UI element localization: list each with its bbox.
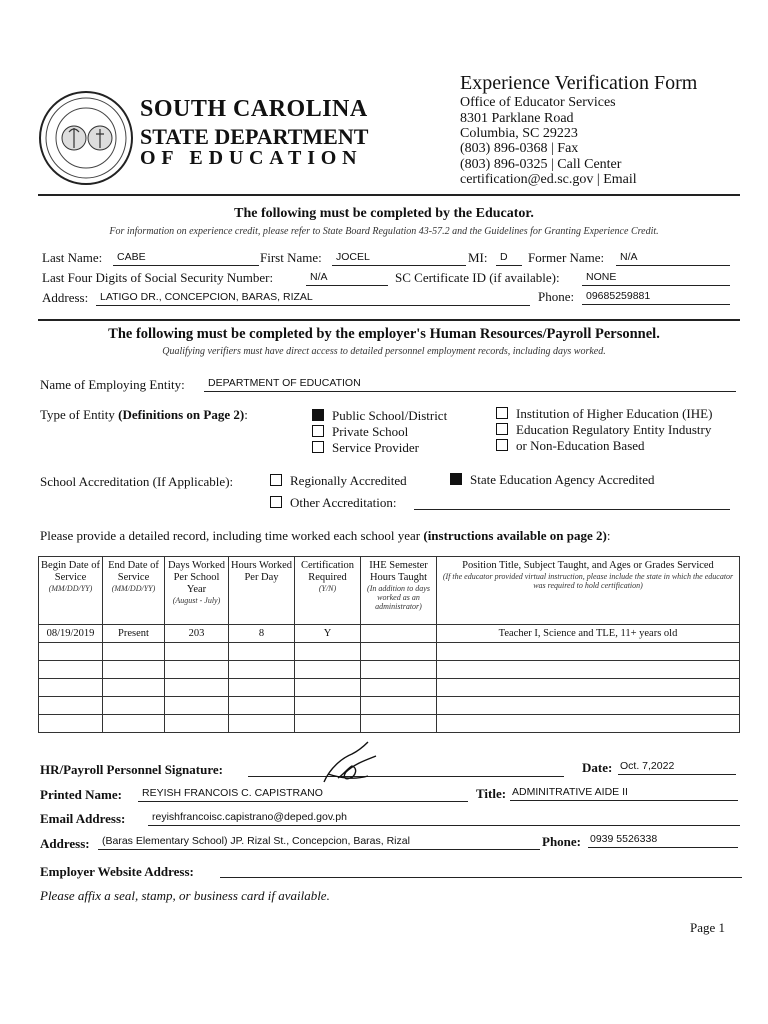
employer-heading: The following must be completed by the employer's Human Resources/Payroll Personnel. — [108, 326, 660, 342]
dept-name-line3: OF EDUCATION — [140, 147, 363, 169]
entity-type-checkbox[interactable] — [312, 441, 324, 453]
table-cell[interactable] — [361, 661, 437, 679]
divider — [38, 319, 740, 321]
column-header — [103, 557, 165, 625]
first-name-label: First Name: — [260, 250, 322, 265]
table-cell[interactable]: Teacher I, Science and TLE, 11+ years old — [437, 625, 740, 643]
table-cell[interactable] — [165, 697, 229, 715]
educator-address-label: Address: — [42, 290, 89, 305]
dept-name-line1: SOUTH CAROLINA — [140, 96, 368, 122]
table-cell[interactable] — [229, 697, 295, 715]
office-street: 8301 Parklane Road — [460, 111, 574, 126]
educator-phone-field[interactable]: 09685259881 — [582, 290, 730, 305]
regionally-accredited-label: Regionally Accredited — [290, 473, 407, 488]
column-header-note: (In addition to days worked as an administrator) — [367, 584, 430, 611]
table-cell[interactable] — [39, 643, 103, 661]
ssn-label: Last Four Digits of Social Security Number: — [42, 270, 274, 285]
table-row — [39, 715, 740, 733]
column-header — [361, 557, 437, 625]
table-cell[interactable] — [229, 679, 295, 697]
employer-phone-label: Phone: — [542, 834, 581, 849]
entity-type-option[interactable] — [496, 438, 712, 454]
entity-type-options-right — [496, 406, 712, 454]
former-name-field[interactable]: N/A — [616, 251, 730, 266]
former-name-label: Former Name: — [528, 250, 605, 265]
table-cell[interactable] — [437, 697, 740, 715]
table-cell[interactable] — [295, 643, 361, 661]
entity-type-label: Service Provider — [332, 440, 420, 455]
column-header-title: IHE Semester Hours Taught — [369, 560, 428, 583]
employer-address-label: Address: — [40, 836, 90, 851]
printed-name-field[interactable]: REYISH FRANCOIS C. CAPISTRANO — [138, 787, 468, 802]
employer-phone-field[interactable]: 0939 5526338 — [588, 833, 738, 848]
table-cell[interactable] — [103, 679, 165, 697]
entity-type-options-left — [312, 408, 447, 456]
affix-seal-note: Please affix a seal, stamp, or business card if available. — [40, 888, 330, 903]
column-header-note: (If the educator provided virtual instruction, please include the state in which the educator was required to hold certification) — [442, 572, 734, 590]
date-field[interactable]: Oct. 7,2022 — [618, 760, 736, 775]
table-cell[interactable]: 8 — [229, 625, 295, 643]
column-header — [39, 557, 103, 625]
table-cell[interactable] — [165, 715, 229, 733]
mi-label: MI: — [468, 250, 488, 265]
column-header-note: (Y/N) — [318, 584, 337, 593]
table-cell[interactable] — [295, 697, 361, 715]
accreditation-label: School Accreditation (If Applicable): — [40, 474, 234, 489]
table-cell[interactable] — [103, 697, 165, 715]
entity-type-label: Type of Entity (Definitions on Page 2): — [40, 407, 248, 422]
entity-type-checkbox[interactable] — [496, 439, 508, 451]
table-cell[interactable] — [103, 715, 165, 733]
state-accredited-checkbox[interactable] — [450, 473, 462, 485]
table-cell[interactable] — [103, 643, 165, 661]
entity-type-option[interactable] — [312, 424, 447, 440]
state-accredited-label: State Education Agency Accredited — [470, 472, 655, 487]
regionally-accredited-option[interactable] — [270, 473, 407, 489]
table-cell[interactable] — [39, 661, 103, 679]
table-cell[interactable] — [361, 643, 437, 661]
title-label: Title: — [476, 786, 507, 801]
entity-type-label: Public School/District — [332, 408, 448, 423]
employing-entity-label: Name of Employing Entity: — [40, 377, 185, 392]
cert-id-label: SC Certificate ID (if available): — [395, 270, 560, 285]
employing-entity-field[interactable]: DEPARTMENT OF EDUCATION — [204, 377, 736, 392]
entity-type-checkbox[interactable] — [312, 409, 324, 421]
office-city: Columbia, SC 29223 — [460, 126, 578, 141]
table-cell[interactable] — [229, 661, 295, 679]
table-cell[interactable] — [229, 643, 295, 661]
table-row — [39, 625, 740, 643]
entity-type-option[interactable] — [496, 422, 712, 438]
last-name-label: Last Name: — [42, 250, 103, 265]
divider — [38, 194, 740, 196]
column-header-note: (MM/DD/YY) — [111, 584, 156, 593]
column-header-note: (August - July) — [172, 596, 221, 605]
table-cell[interactable] — [437, 643, 740, 661]
employer-email-field[interactable]: reyishfrancoisc.capistrano@deped.gov.ph — [148, 811, 740, 826]
table-cell[interactable] — [437, 679, 740, 697]
table-cell[interactable] — [165, 661, 229, 679]
column-header-title: Hours Worked Per Day — [230, 560, 293, 583]
table-row — [39, 679, 740, 697]
table-row — [39, 697, 740, 715]
table-cell[interactable]: 203 — [165, 625, 229, 643]
table-cell[interactable] — [437, 715, 740, 733]
office-name: Office of Educator Services — [460, 95, 616, 110]
employer-email-label: Email Address: — [40, 811, 126, 826]
table-cell[interactable] — [437, 661, 740, 679]
entity-type-label: Education Regulatory Entity Industry — [516, 422, 712, 437]
educator-heading: The following must be completed by the Educator. — [234, 206, 534, 221]
table-cell[interactable] — [39, 715, 103, 733]
table-cell[interactable] — [103, 661, 165, 679]
entity-type-checkbox[interactable] — [496, 407, 508, 419]
column-header — [295, 557, 361, 625]
other-accreditation-field[interactable] — [414, 496, 730, 510]
office-call-center: (803) 896-0325 | Call Center — [460, 157, 622, 172]
title-field[interactable]: ADMINITRATIVE AIDE II — [510, 786, 738, 801]
column-header-note: (MM/DD/YY) — [48, 584, 93, 593]
record-instructions: Please provide a detailed record, including time worked each school year (instructions available on page 2): — [40, 528, 611, 543]
other-accreditation-checkbox[interactable] — [270, 496, 282, 508]
printed-name-label: Printed Name: — [40, 787, 122, 802]
entity-type-label: Private School — [332, 424, 409, 439]
table-cell[interactable] — [229, 715, 295, 733]
column-header-title: Certification Required — [300, 560, 355, 583]
table-cell[interactable] — [361, 715, 437, 733]
office-fax: (803) 896-0368 | Fax — [460, 141, 579, 156]
state-accredited-option[interactable] — [450, 472, 654, 488]
column-header — [437, 557, 740, 625]
mi-field[interactable]: D — [496, 251, 522, 266]
entity-type-option[interactable] — [312, 408, 447, 424]
entity-type-label: Institution of Higher Education (IHE) — [516, 406, 713, 421]
table-cell[interactable] — [39, 697, 103, 715]
table-cell[interactable] — [361, 697, 437, 715]
table-cell[interactable]: Y — [295, 625, 361, 643]
signature-label: HR/Payroll Personnel Signature: — [40, 762, 223, 777]
column-header-title: Days Worked Per School Year — [168, 560, 225, 595]
employer-website-field[interactable] — [220, 863, 742, 878]
column-header-title: Position Title, Subject Taught, and Ages or Grades Serviced — [462, 560, 714, 571]
table-cell[interactable] — [39, 679, 103, 697]
signature-field[interactable] — [248, 762, 564, 777]
table-cell[interactable]: Present — [103, 625, 165, 643]
educator-note: For information on experience credit, please refer to State Board Regulation 43-57.2 and the Guidelines for Granting Experience Credit. — [109, 226, 659, 237]
table-cell[interactable] — [295, 715, 361, 733]
cert-id-field[interactable]: NONE — [582, 271, 730, 286]
table-cell[interactable] — [165, 643, 229, 661]
table-cell[interactable]: 08/19/2019 — [39, 625, 103, 643]
employer-address-field[interactable]: (Baras Elementary School) JP. Rizal St., Concepcion, Baras, Rizal — [98, 835, 540, 850]
entity-type-checkbox[interactable] — [312, 425, 324, 437]
first-name-field[interactable]: JOCEL — [332, 251, 466, 266]
regionally-accredited-checkbox[interactable] — [270, 474, 282, 486]
employer-website-label: Employer Website Address: — [40, 864, 194, 879]
employer-note: Qualifying verifiers must have direct access to detailed personnel employment records, including days worked. — [162, 346, 606, 357]
form-title: Experience Verification Form — [460, 72, 698, 94]
ssn-field[interactable]: N/A — [306, 271, 388, 286]
table-cell[interactable] — [165, 679, 229, 697]
date-label: Date: — [582, 760, 613, 775]
table-row — [39, 643, 740, 661]
entity-type-option[interactable] — [312, 440, 447, 456]
entity-type-option[interactable] — [496, 406, 712, 422]
column-header — [165, 557, 229, 625]
entity-type-checkbox[interactable] — [496, 423, 508, 435]
table-cell[interactable] — [361, 679, 437, 697]
column-header-title: Begin Date of Service — [41, 560, 100, 583]
service-record-table — [38, 556, 740, 733]
signature-image — [318, 738, 384, 788]
state-seal-logo — [38, 90, 134, 186]
educator-phone-label: Phone: — [538, 289, 575, 304]
column-header-title: End Date of Service — [108, 560, 159, 583]
column-header — [229, 557, 295, 625]
educator-address-field[interactable]: LATIGO DR., CONCEPCION, BARAS, RIZAL — [96, 291, 530, 306]
other-accreditation-label: Other Accreditation: — [290, 495, 397, 510]
entity-type-label: or Non-Education Based — [516, 438, 645, 453]
last-name-field[interactable]: CABE — [113, 251, 259, 266]
page-number: Page 1 — [690, 920, 726, 935]
dept-name-line2: STATE DEPARTMENT — [140, 124, 369, 149]
table-cell[interactable] — [295, 679, 361, 697]
table-cell[interactable] — [361, 625, 437, 643]
table-cell[interactable] — [295, 661, 361, 679]
office-email: certification@ed.sc.gov | Email — [460, 172, 637, 187]
table-row — [39, 661, 740, 679]
other-accreditation-option[interactable] — [270, 495, 397, 511]
